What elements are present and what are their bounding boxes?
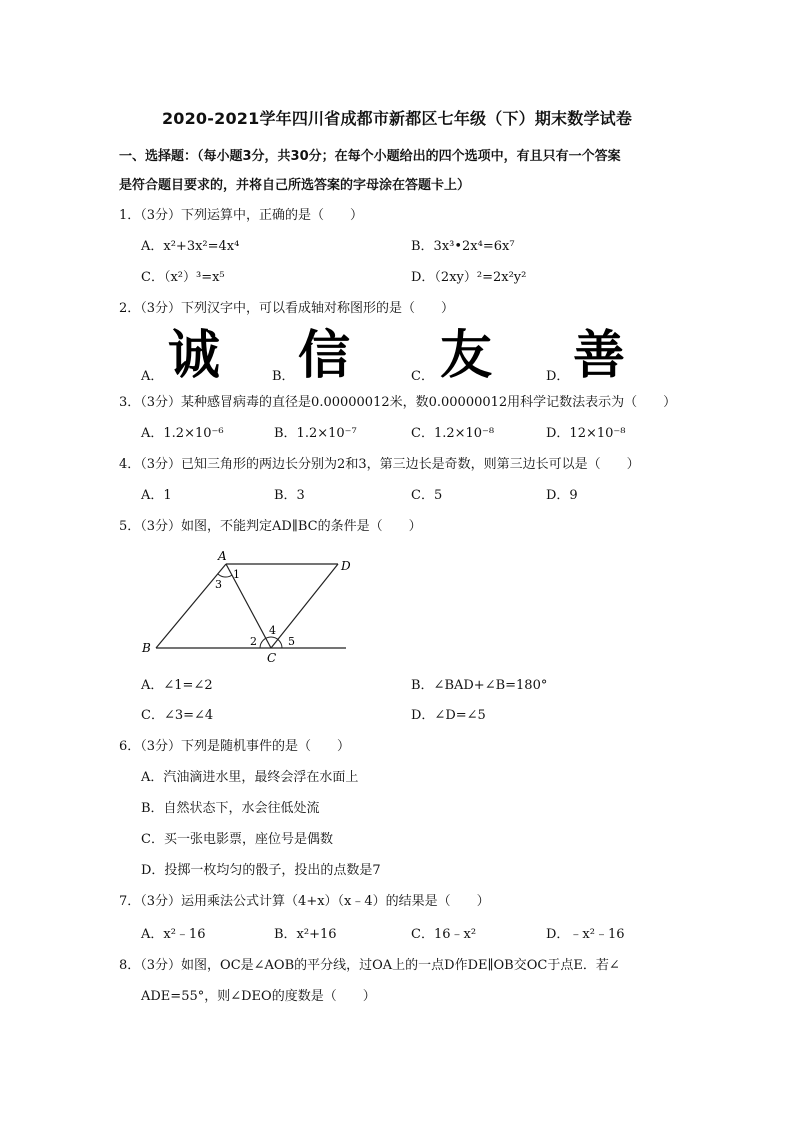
angle-label-3: 3 <box>215 578 222 591</box>
question-5-stem: 5．（3分）如图，不能判定AD∥BC的条件是（ ） <box>119 519 422 534</box>
question-6-stem: 6．（3分）下列是随机事件的是（ ） <box>119 739 351 754</box>
section-instructions-line1: 一、选择题：（每小题3分，共30分；在每个小题给出的四个选项中，有且只有一个答案 <box>119 149 621 164</box>
question-2-stem: 2．（3分）下列汉字中，可以看成轴对称图形的是（ ） <box>119 301 455 316</box>
question-3-option-b: B．1.2×10⁻⁷ <box>274 426 357 441</box>
question-8-stem-line1: 8．（3分）如图，OC是∠AOB的平分线，过OA上的一点D作DE∥OB交OC于点E．若∠ <box>119 958 620 973</box>
question-2-char-c: 友 <box>440 326 493 386</box>
line-cd <box>271 564 338 648</box>
question-2-label-b: B． <box>272 369 295 384</box>
question-5-option-b: B．∠BAD+∠B=180° <box>411 678 548 693</box>
question-4-option-c: C．5 <box>411 488 443 503</box>
question-5-option-d: D．∠D=∠5 <box>411 708 486 723</box>
question-4-option-b: B．3 <box>274 488 305 503</box>
question-5-option-a: A．∠1=∠2 <box>141 678 213 693</box>
question-1-option-d: D．（2xy）²=2x²y² <box>411 270 527 285</box>
page-title: 2020-2021学年四川省成都市新都区七年级（下）期末数学试卷 <box>161 109 633 128</box>
question-1-option-b: B．3x³•2x⁴=6x⁷ <box>411 239 515 254</box>
angle-arc-a <box>218 574 232 577</box>
question-2-label-d: D． <box>546 369 570 384</box>
section-instructions-line2: 是符合题目要求的，并将自己所选答案的字母涂在答题卡上） <box>119 178 471 193</box>
question-7-option-c: C．16﹣x² <box>411 927 477 942</box>
question-4-option-a: A．1 <box>141 488 172 503</box>
point-label-d: D <box>341 559 351 573</box>
question-8-stem-line2: ADE=55°，则∠DEO的度数是（ ） <box>141 989 376 1004</box>
point-label-b: B <box>142 641 151 655</box>
question-2-char-d: 善 <box>573 326 626 386</box>
question-1-stem: 1．（3分）下列运算中，正确的是（ ） <box>119 208 364 223</box>
question-2-char-a: 诚 <box>168 326 221 386</box>
question-4-stem: 4．（3分）已知三角形的两边长分别为2和3，第三边长是奇数，则第三边长可以是（ ） <box>119 457 640 472</box>
angle-label-1: 1 <box>233 568 240 581</box>
question-6-option-c: C．买一张电影票，座位号是偶数 <box>141 832 333 847</box>
point-label-c: C <box>267 651 277 664</box>
question-7-option-d: D．﹣x²﹣16 <box>546 927 625 942</box>
question-5-option-c: C．∠3=∠4 <box>141 708 214 723</box>
question-2-label-c: C． <box>411 369 434 384</box>
question-4-option-d: D．9 <box>546 488 578 503</box>
angle-label-2: 2 <box>250 635 257 648</box>
question-1-option-a: A．x²+3x²=4x⁴ <box>141 239 240 254</box>
question-3-option-d: D．12×10⁻⁸ <box>546 426 626 441</box>
question-1-option-c: C．（x²）³=x⁵ <box>141 270 225 285</box>
question-7-stem: 7．（3分）运用乘法公式计算（4+x）（x﹣4）的结果是（ ） <box>119 894 490 909</box>
question-7-option-b: B．x²+16 <box>274 927 337 942</box>
question-3-option-a: A．1.2×10⁻⁶ <box>141 426 224 441</box>
question-6-option-b: B．自然状态下，水会往低处流 <box>141 801 320 816</box>
question-7-option-a: A．x²﹣16 <box>141 927 206 942</box>
point-label-a: A <box>218 549 227 563</box>
question-2-char-b: 信 <box>298 326 351 386</box>
question-3-option-c: C．1.2×10⁻⁸ <box>411 426 495 441</box>
question-3-stem: 3．（3分）某种感冒病毒的直径是0.00000012米，数0.00000012用科学记数法表示为（ ） <box>119 395 677 410</box>
question-6-option-d: D．投掷一枚均匀的骰子，投出的点数是7 <box>141 863 381 878</box>
line-ab <box>156 564 226 648</box>
question-6-option-a: A．汽油滴进水里，最终会浮在水面上 <box>141 770 359 785</box>
angle-label-5: 5 <box>288 635 295 648</box>
question-5-figure <box>138 548 370 664</box>
angle-label-4: 4 <box>269 624 276 637</box>
question-2-label-a: A． <box>141 369 164 384</box>
